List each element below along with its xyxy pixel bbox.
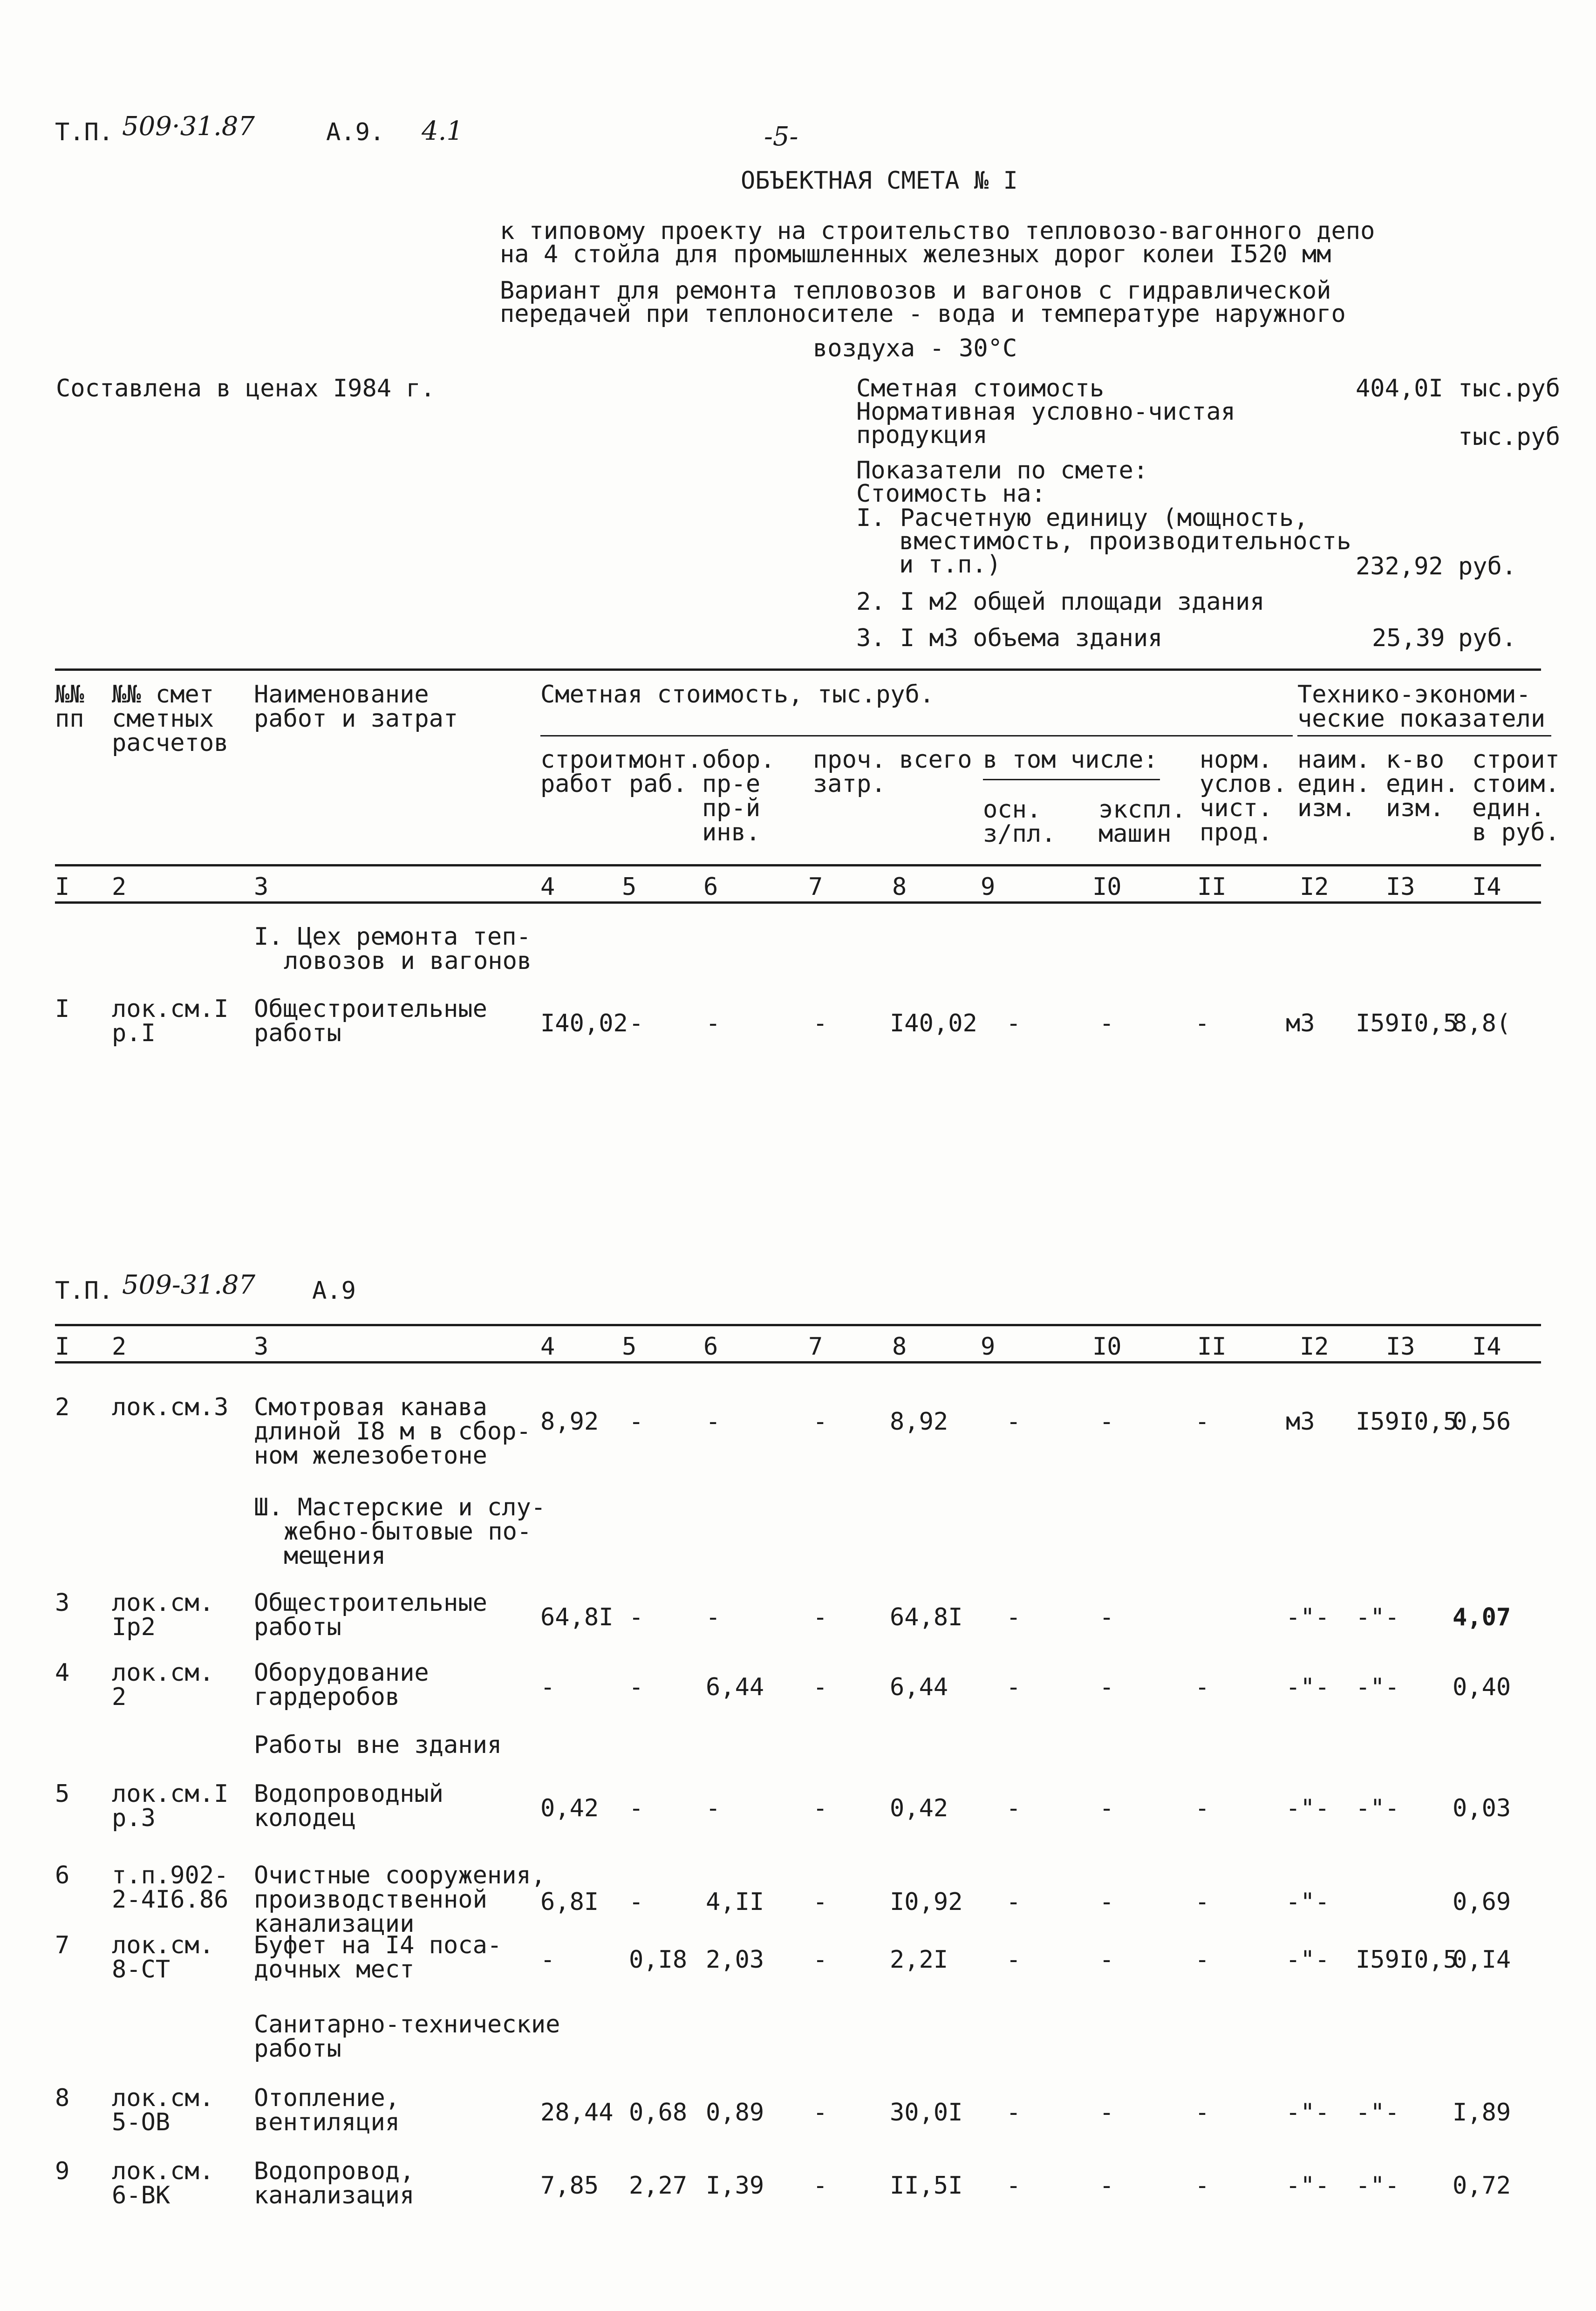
estimate-ref: лок.см. xyxy=(112,1589,214,1617)
row-number: 7 xyxy=(55,1931,70,1959)
row-number: 5 xyxy=(55,1780,70,1808)
cell-value: - xyxy=(1099,1009,1114,1038)
cell-value: 2,2I xyxy=(890,1946,948,1974)
work-name: работы xyxy=(254,1019,341,1047)
album-label-2: А.9 xyxy=(312,1277,356,1305)
th-col-7: проч. затр. xyxy=(813,746,886,798)
cell-value: - xyxy=(1006,1603,1021,1632)
column-number: I3 xyxy=(1386,873,1415,901)
column-number: I xyxy=(55,1333,70,1361)
prices-year: Составлена в ценах I984 г. xyxy=(56,375,435,402)
cell-value: - xyxy=(1006,1888,1021,1916)
variant-line-1: Вариант для ремонта тепловозов и вагонов с гидравлической xyxy=(500,277,1331,305)
estimate-ref: лок.см.I xyxy=(112,1780,229,1808)
cell-value: - xyxy=(706,1408,721,1436)
cell-value: 6,8I xyxy=(540,1888,599,1916)
estimate-ref: 8-СТ xyxy=(112,1956,171,1984)
column-number: I xyxy=(55,873,70,901)
work-name: канализация xyxy=(254,2181,415,2209)
cost-label: Сметная стоимость xyxy=(856,375,1105,402)
section-title: работы xyxy=(254,2035,341,2063)
cell-value: - xyxy=(540,1946,555,1974)
cell-value: - xyxy=(813,1888,828,1916)
row-number: 2 xyxy=(55,1393,70,1421)
work-name: дочных мест xyxy=(254,1956,415,1984)
cell-value: I40,02 xyxy=(890,1009,977,1038)
th-col-11: норм. услов. чист. прод. xyxy=(1200,746,1287,846)
work-name: Отопление, xyxy=(254,2084,400,2112)
cell-value: -"- xyxy=(1356,1794,1399,1823)
work-name: Буфет на I4 поса- xyxy=(254,1931,502,1959)
cell-value: - xyxy=(1006,1794,1021,1823)
row-number: 9 xyxy=(55,2157,70,2185)
cell-value: - xyxy=(813,2099,828,2127)
cell-value: I40,02 xyxy=(540,1009,628,1038)
work-name: гардеробов xyxy=(254,1683,400,1711)
cell-value: I,39 xyxy=(706,2172,764,2200)
album-label: А.9. xyxy=(326,118,385,146)
album-note: 4.1 xyxy=(422,116,464,146)
work-name: работы xyxy=(254,1613,341,1641)
cell-value: 0,56 xyxy=(1453,1408,1511,1436)
cell-value: 0,89 xyxy=(706,2099,764,2127)
cell-value: 6,44 xyxy=(706,1673,764,1702)
table-top-rule xyxy=(55,668,1541,671)
cell-value: 64,8I xyxy=(540,1603,614,1632)
estimate-ref: лок.см. xyxy=(112,2157,214,2185)
cell-value: 28,44 xyxy=(540,2099,614,2127)
cell-value: - xyxy=(1195,1946,1210,1974)
cell-value: -"- xyxy=(1286,2172,1330,2200)
th-incl: в том числе: xyxy=(983,746,1158,774)
cell-value: - xyxy=(1099,1603,1114,1632)
cell-value: -"- xyxy=(1356,2172,1399,2200)
cell-value: -"- xyxy=(1286,1794,1330,1823)
cell-value: -"- xyxy=(1286,1888,1330,1916)
cell-value: 4,07 xyxy=(1453,1603,1511,1632)
cell-value: - xyxy=(629,1603,644,1632)
indicators-label: Показатели по смете: xyxy=(856,457,1148,484)
th-col-12: наим. един. изм. xyxy=(1297,746,1371,822)
column-number: II xyxy=(1197,873,1227,901)
indicator-1-unit: руб. xyxy=(1458,552,1517,580)
th-col-6: обор. пр-е пр-й инв. xyxy=(702,746,775,846)
column-number: 5 xyxy=(622,1333,637,1361)
estimate-ref: р.I xyxy=(112,1019,156,1047)
estimate-ref: 2-4I6.86 xyxy=(112,1886,229,1914)
cell-value: 8,92 xyxy=(540,1408,599,1436)
cell-value: - xyxy=(1099,1794,1114,1823)
column-number: I4 xyxy=(1472,873,1501,901)
cell-value: - xyxy=(813,2172,828,2200)
cell-value: II,5I xyxy=(890,2172,963,2200)
indicator-1-line-2: вместимость, производительность xyxy=(899,527,1351,555)
th-col-10: экспл. машин xyxy=(1098,796,1186,848)
cell-value: 4,II xyxy=(706,1888,764,1916)
column-number: II xyxy=(1197,1333,1227,1361)
cell-value: 2,03 xyxy=(706,1946,764,1974)
work-name: Смотровая канава xyxy=(254,1393,487,1421)
norm-label-1: Нормативная условно-чистая xyxy=(856,398,1235,426)
cell-value: м3 xyxy=(1286,1009,1315,1038)
column-number: I3 xyxy=(1386,1333,1415,1361)
indicator-3-unit: руб. xyxy=(1458,624,1517,652)
work-name: Общестроительные xyxy=(254,1589,487,1617)
column-number: 8 xyxy=(892,873,907,901)
cell-value: -"- xyxy=(1286,1946,1330,1974)
cell-value: - xyxy=(1099,1408,1114,1436)
section-title: Ш. Мастерские и слу- xyxy=(254,1493,546,1521)
th-name: Наименование работ и затрат xyxy=(254,681,458,733)
row-number: 6 xyxy=(55,1861,70,1889)
cell-value: - xyxy=(1195,2099,1210,2127)
cell-value: - xyxy=(1099,2099,1114,2127)
column-number: I0 xyxy=(1092,873,1122,901)
estimate-ref: лок.см.3 xyxy=(112,1393,229,1421)
cell-value: 0,I8 xyxy=(629,1946,688,1974)
work-name: длиной I8 м в сбор- xyxy=(254,1418,531,1445)
column-number: I2 xyxy=(1300,873,1329,901)
column-number: 5 xyxy=(622,873,637,901)
cell-value: 0,72 xyxy=(1453,2172,1511,2200)
cell-value: - xyxy=(1006,2172,1021,2200)
cell-value: 64,8I xyxy=(890,1603,963,1632)
column-number: 3 xyxy=(254,873,269,901)
cell-value: - xyxy=(706,1009,721,1038)
cell-value: -"- xyxy=(1356,1603,1399,1632)
cell-value: 0,42 xyxy=(540,1794,599,1823)
cost-unit: тыс.руб xyxy=(1458,375,1561,402)
table-top-rule-2 xyxy=(55,1324,1541,1326)
cell-value: - xyxy=(1006,2099,1021,2127)
column-number: 9 xyxy=(981,1333,996,1361)
cell-value: - xyxy=(1195,1673,1210,1702)
column-number: 3 xyxy=(254,1333,269,1361)
work-name: ном железобетоне xyxy=(254,1442,487,1470)
tech-group-rule xyxy=(1297,735,1551,736)
cell-value: - xyxy=(629,1009,644,1038)
indicator-2-label: 2. I м2 общей площади здания xyxy=(856,588,1265,616)
subtitle-line-2: на 4 стойла для промышленных железных дорог колеи I520 мм xyxy=(500,240,1331,268)
th-tech-group: Технико-экономи- ческие показатели xyxy=(1297,681,1546,733)
cell-value: - xyxy=(813,1794,828,1823)
row-number: 4 xyxy=(55,1659,70,1687)
estimate-ref: 5-ОВ xyxy=(112,2108,171,2136)
cost-value: 404,0I xyxy=(1356,375,1443,402)
cell-value: - xyxy=(1099,1888,1114,1916)
cell-value: - xyxy=(1006,1946,1021,1974)
cell-value: 2,27 xyxy=(629,2172,688,2200)
cost-per-label: Стоимость на: xyxy=(856,480,1046,508)
cell-value: - xyxy=(1195,2172,1210,2200)
cell-value: - xyxy=(1006,1673,1021,1702)
estimate-ref: лок.см. xyxy=(112,1931,214,1959)
cell-value: 30,0I xyxy=(890,2099,963,2127)
cell-value: - xyxy=(1006,1009,1021,1038)
cell-value: - xyxy=(1195,1888,1210,1916)
cell-value: - xyxy=(1195,1408,1210,1436)
th-cost-group: Сметная стоимость, тыс.руб. xyxy=(540,681,934,709)
tp-label: Т.П. xyxy=(55,118,114,146)
cell-value: 8,92 xyxy=(890,1408,948,1436)
column-number: 9 xyxy=(981,873,996,901)
cell-value: - xyxy=(706,1794,721,1823)
incl-rule xyxy=(983,779,1160,780)
cell-value: -"- xyxy=(1286,1603,1330,1632)
work-name: производственной xyxy=(254,1886,487,1914)
cell-value: I,89 xyxy=(1453,2099,1511,2127)
indicator-1-line-3: и т.п.) xyxy=(899,551,1002,579)
cell-value: 0,42 xyxy=(890,1794,948,1823)
cell-value: - xyxy=(629,1888,644,1916)
cell-value: - xyxy=(813,1408,828,1436)
indicator-3-value: 25,39 xyxy=(1372,624,1445,652)
cell-value: м3 xyxy=(1286,1408,1315,1436)
work-name: колодец xyxy=(254,1804,356,1832)
cell-value: - xyxy=(540,1673,555,1702)
th-no: №№ пп xyxy=(55,681,84,733)
th-col-9: осн. з/пл. xyxy=(983,796,1056,848)
work-name: вентиляция xyxy=(254,2108,400,2136)
estimate-ref: т.п.902- xyxy=(112,1861,229,1889)
work-name: Оборудование xyxy=(254,1659,429,1687)
cell-value: - xyxy=(1195,1009,1210,1038)
cell-value: 0,68 xyxy=(629,2099,688,2127)
estimate-ref: Iр2 xyxy=(112,1613,156,1641)
estimate-title: ОБЪЕКТНАЯ СМЕТА № I xyxy=(741,167,1018,195)
section-title: мещения xyxy=(284,1542,386,1570)
cell-value: 6,44 xyxy=(890,1673,948,1702)
th-col-4: строит. работ xyxy=(540,746,643,798)
section-title: Работы вне здания xyxy=(254,1731,502,1759)
section-title: жебно-бытовые по- xyxy=(284,1518,532,1546)
tp-label-2: Т.П. xyxy=(55,1277,114,1305)
indicator-1-line-1: I. Расчетную единицу (мощность, xyxy=(856,504,1309,532)
cell-value: - xyxy=(813,1673,828,1702)
column-number: I0 xyxy=(1092,1333,1122,1361)
table-head-bottom-rule xyxy=(55,864,1541,866)
cell-value: - xyxy=(1195,1794,1210,1823)
column-number: 8 xyxy=(892,1333,907,1361)
norm-unit: тыс.руб xyxy=(1458,423,1561,451)
column-number: 2 xyxy=(112,873,127,901)
column-numbers-rule-1 xyxy=(55,901,1541,904)
section-title-1: I. Цех ремонта теп- ловозов и вагонов xyxy=(254,923,532,975)
work-name: Общестроительные xyxy=(254,995,487,1023)
cell-value: - xyxy=(629,1794,644,1823)
tp-number: 509·31.87 xyxy=(122,111,255,142)
cell-value: I59I0,5 xyxy=(1356,1408,1458,1436)
page-number: -5- xyxy=(764,122,798,152)
cell-value: - xyxy=(629,1673,644,1702)
estimate-ref: лок.см. xyxy=(112,2084,214,2112)
cost-group-rule xyxy=(540,735,1293,736)
cell-value: -"- xyxy=(1286,1673,1330,1702)
cell-value: I59I0,5 xyxy=(1356,1009,1458,1038)
th-col-5: монт. раб. xyxy=(629,746,702,798)
cell-value: - xyxy=(1099,1673,1114,1702)
cell-value: 7,85 xyxy=(540,2172,599,2200)
cell-value: -"- xyxy=(1356,1673,1399,1702)
norm-label-2: продукция xyxy=(856,421,988,449)
cell-value: - xyxy=(813,1946,828,1974)
th-col-14: строит стоим. един. в руб. xyxy=(1472,746,1560,846)
cell-value: -"- xyxy=(1356,2099,1399,2127)
work-name: Очистные сооружения, xyxy=(254,1861,546,1889)
column-number: 7 xyxy=(808,873,823,901)
cell-value: - xyxy=(1099,2172,1114,2200)
cell-value: - xyxy=(813,1603,828,1632)
th-estimate-ref: №№ смет сметных расчетов xyxy=(112,681,229,757)
estimate-ref: р.3 xyxy=(112,1804,156,1832)
indicator-3-label: 3. I м3 объема здания xyxy=(856,624,1163,652)
cell-value: - xyxy=(813,1009,828,1038)
work-name: Водопроводный xyxy=(254,1780,443,1808)
estimate-ref: 6-ВК xyxy=(112,2181,171,2209)
column-number: I4 xyxy=(1472,1333,1501,1361)
cell-value: - xyxy=(1006,1408,1021,1436)
column-number: 2 xyxy=(112,1333,127,1361)
column-number: 7 xyxy=(808,1333,823,1361)
cell-value: 8,8( xyxy=(1453,1009,1511,1038)
th-col-13: к-во един. изм. xyxy=(1386,746,1459,822)
column-number: 4 xyxy=(540,873,555,901)
variant-line-2: передачей при теплоносителе - вода и температуре наружного xyxy=(500,300,1346,328)
cell-value: 0,I4 xyxy=(1453,1946,1511,1974)
estimate-ref: лок.см. xyxy=(112,1659,214,1687)
cell-value: I59I0,5 xyxy=(1356,1946,1458,1974)
cell-value: - xyxy=(706,1603,721,1632)
section-title: Санитарно-технические xyxy=(254,2011,560,2038)
cell-value: -"- xyxy=(1286,2099,1330,2127)
work-name: Водопровод, xyxy=(254,2157,415,2185)
estimate-ref: лок.см.I xyxy=(112,995,229,1023)
row-number: I xyxy=(55,995,70,1023)
column-number: 6 xyxy=(703,1333,718,1361)
cell-value: I0,92 xyxy=(890,1888,963,1916)
th-col-8: всего xyxy=(899,746,972,774)
cell-value: - xyxy=(629,1408,644,1436)
tp-number-2: 509-31.87 xyxy=(122,1270,256,1300)
subtitle-line-1: к типовому проекту на строительство тепловозо-вагонного депо xyxy=(500,217,1375,245)
cell-value: 0,69 xyxy=(1453,1888,1511,1916)
column-number: I2 xyxy=(1300,1333,1329,1361)
cell-value: 0,40 xyxy=(1453,1673,1511,1702)
variant-line-3: воздуха - 30°С xyxy=(813,334,1017,362)
indicator-1-value: 232,92 xyxy=(1356,552,1443,580)
work-name: канализации xyxy=(254,1910,415,1938)
cell-value: - xyxy=(1099,1946,1114,1974)
column-number: 6 xyxy=(703,873,718,901)
cell-value: 0,03 xyxy=(1453,1794,1511,1823)
estimate-ref: 2 xyxy=(112,1683,127,1711)
row-number: 8 xyxy=(55,2084,70,2112)
column-number: 4 xyxy=(540,1333,555,1361)
row-number: 3 xyxy=(55,1589,70,1617)
column-numbers-rule-2 xyxy=(55,1361,1541,1363)
